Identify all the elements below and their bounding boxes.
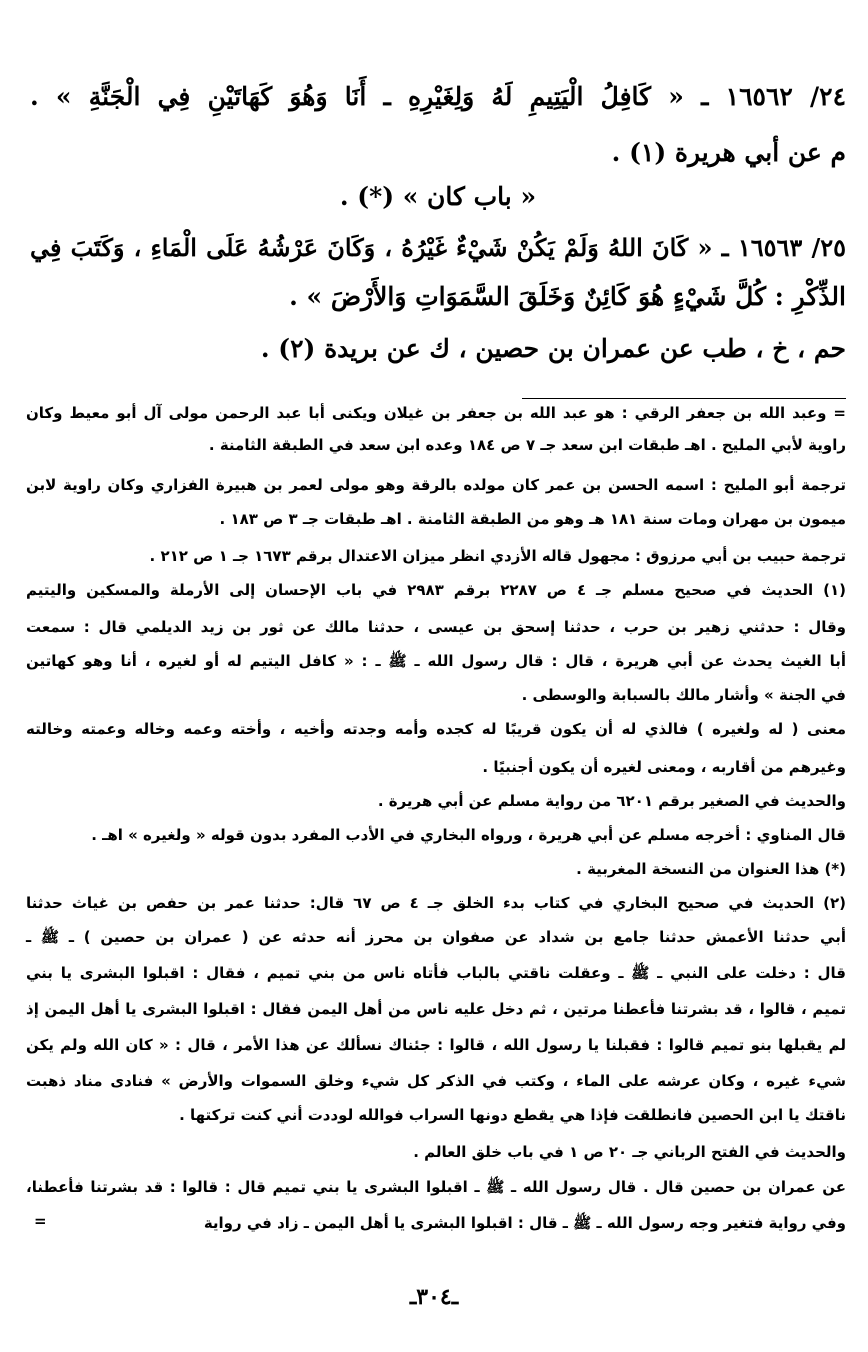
footnote-line: والحديث في الصغير برقم ٦٢٠١ من رواية مسلم عن أبي هريرة . xyxy=(377,792,846,810)
hadith-16563-line-1: ٢٥/ ١٦٥٦٣ ـ « كَانَ اللهُ وَلَمْ يَكُنْ شَيْءٌ غَيْرُهُ ، وَكَانَ عَرْشُهُ عَلَى الْمَاءِ ، وَكَتَبَ فِي xyxy=(30,233,847,262)
footnote-line: = وعبد الله بن جعفر الرقي : هو عبد الله بن جعفر بن غيلان ويكنى أبا عبد الرحمن مولى آل أبو معيط وكان xyxy=(26,404,846,422)
hadith-16563-source: حم ، خ ، طب عن عمران بن حصين ، ك عن بريدة (٢) . xyxy=(260,334,846,363)
footnote-line: (٢) الحديث في صحيح البخاري في كتاب بدء الخلق جـ ٤ ص ٦٧ قال: حدثنا عمر بن حفص بن غياث حدثنا xyxy=(26,894,846,912)
footnote-line: معنى ( له ولغيره ) فالذي له أن يكون قريبًا له كجده وأمه وجدته وأخيه ، وأخته وعمه وخاله وعمته وخالته xyxy=(26,720,846,738)
footnote-line: (١) الحديث في صحيح مسلم جـ ٤ ص ٢٢٨٧ برقم ٢٩٨٣ في باب الإحسان إلى الأرملة والمسكين واليتيم xyxy=(26,581,847,599)
footnote-line: ميمون بن مهران ومات سنة ١٨١ هـ وهو من الطبقة الثامنة . اهـ طبقات جـ ٣ ص ١٨٣ . xyxy=(219,510,846,528)
hadith-16563-line-2: الذِّكْرِ : كُلَّ شَيْءٍ هُوَ كَائِنٌ وَخَلَقَ السَّمَوَاتِ وَالأَرْضَ » . xyxy=(289,282,846,311)
page-number: ـ٣٠٤ـ xyxy=(409,1284,459,1310)
footnote-line: عن عمران بن حصين قال . قال رسول الله ـ ﷺ ـ اقبلوا البشرى يا بني تميم قال : قالوا : قد بشرتنا فأعطنا، xyxy=(26,1178,846,1196)
footnote-line: في الجنة » وأشار مالك بالسبابة والوسطى . xyxy=(521,686,846,704)
footnote-line: وغيرهم من أقاربه ، ومعنى لغيره أن يكون أجنبيًا . xyxy=(482,758,846,776)
footnote-line: لم يقبلها بنو تميم قالوا : فقبلنا يا رسول الله ، قالوا : جئناك نسألك عن هذا الأمر ، قال : « كان الله ولم يكن xyxy=(26,1036,846,1054)
footnote-line: وقال : حدثني زهير بن حرب ، حدثنا إسحق بن عيسى ، حدثنا مالك عن ثور بن زيد الديلمي قال : سمعت xyxy=(26,618,846,636)
footnote-line: قال المناوي : أخرجه مسلم عن أبي هريرة ، ورواه البخاري في الأدب المفرد بدون قوله « ولغيره » اهـ . xyxy=(91,826,846,844)
footnote-line: تميم ، قالوا ، قد بشرتنا فأعطنا مرتين ، ثم دخل عليه ناس من أهل اليمن فقال : اقبلوا البشرى يا أهل اليمن إذ xyxy=(26,1000,846,1018)
footnote-separator xyxy=(522,398,846,399)
footnote-line: ناقتك يا ابن الحصين فانطلقت فإذا هي يقطع دونها السراب فوالله لوددت أني كنت تركتها . xyxy=(179,1106,846,1124)
chapter-heading: « باب كان » (*) . xyxy=(339,182,537,211)
footnote-line: قال : دخلت على النبي ـ ﷺ ـ وعقلت ناقتي بالباب فأتاه ناس من بني تميم ، فقال : اقبلوا البشرى يا بني xyxy=(26,964,846,982)
footnote-line: (*) هذا العنوان من النسخة المغربية . xyxy=(576,860,846,878)
footnote-line: ترجمة حبيب بن أبي مرزوق : مجهول قاله الأزدي انظر ميزان الاعتدال برقم ١٦٧٣ جـ ١ ص ٢١٢ . xyxy=(149,547,846,565)
footnote-line: وفي رواية فتغير وجه رسول الله ـ ﷺ ـ قال : اقبلوا البشرى يا أهل اليمن ـ زاد في رواية xyxy=(203,1214,846,1232)
hadith-16562-source: م عن أبي هريرة (١) . xyxy=(611,138,846,167)
footnote-line: ترجمة أبو المليح : اسمه الحسن بن عمر كان مولده بالرقة وهو مولى لعمر بن هبيرة الفزاري وكان راوية لابن xyxy=(26,476,846,494)
footnote-line: شيء غيره ، وكان عرشه على الماء ، وكتب في الذكر كل شيء وخلق السموات والأرض » فنادى مناد ذهبت xyxy=(26,1072,846,1090)
footnote-line: والحديث في الفتح الرباني جـ ٢٠ ص ١ في باب خلق العالم . xyxy=(413,1143,846,1161)
hadith-16562-text: ٢٤/ ١٦٥٦٢ ـ « كَافِلُ الْيَتِيمِ لَهُ وَلِغَيْرِهِ ـ أَنَا وَهُوَ كَهَاتَيْنِ فِي الْجَنَّةِ » . xyxy=(30,82,846,111)
footnote-line: أبي حدثنا الأعمش حدثنا جامع بن شداد عن صفوان بن محرز أنه حدثه عن ( عمران بن حصين ) ـ ﷺ ـ xyxy=(26,928,846,946)
footnote-line: راوية لأبي المليح . اهـ طبقات ابن سعد جـ ٧ ص ١٨٤ وعده ابن سعد في الطبقة الثامنة . xyxy=(208,436,846,454)
footnote-line: أبا الغيث يحدث عن أبي هريرة ، قال : قال رسول الله ـ ﷺ ـ : « كافل اليتيم له أو لغيره ، أنا وهو كهاتين xyxy=(26,652,846,670)
continuation-mark: = xyxy=(34,1212,47,1230)
